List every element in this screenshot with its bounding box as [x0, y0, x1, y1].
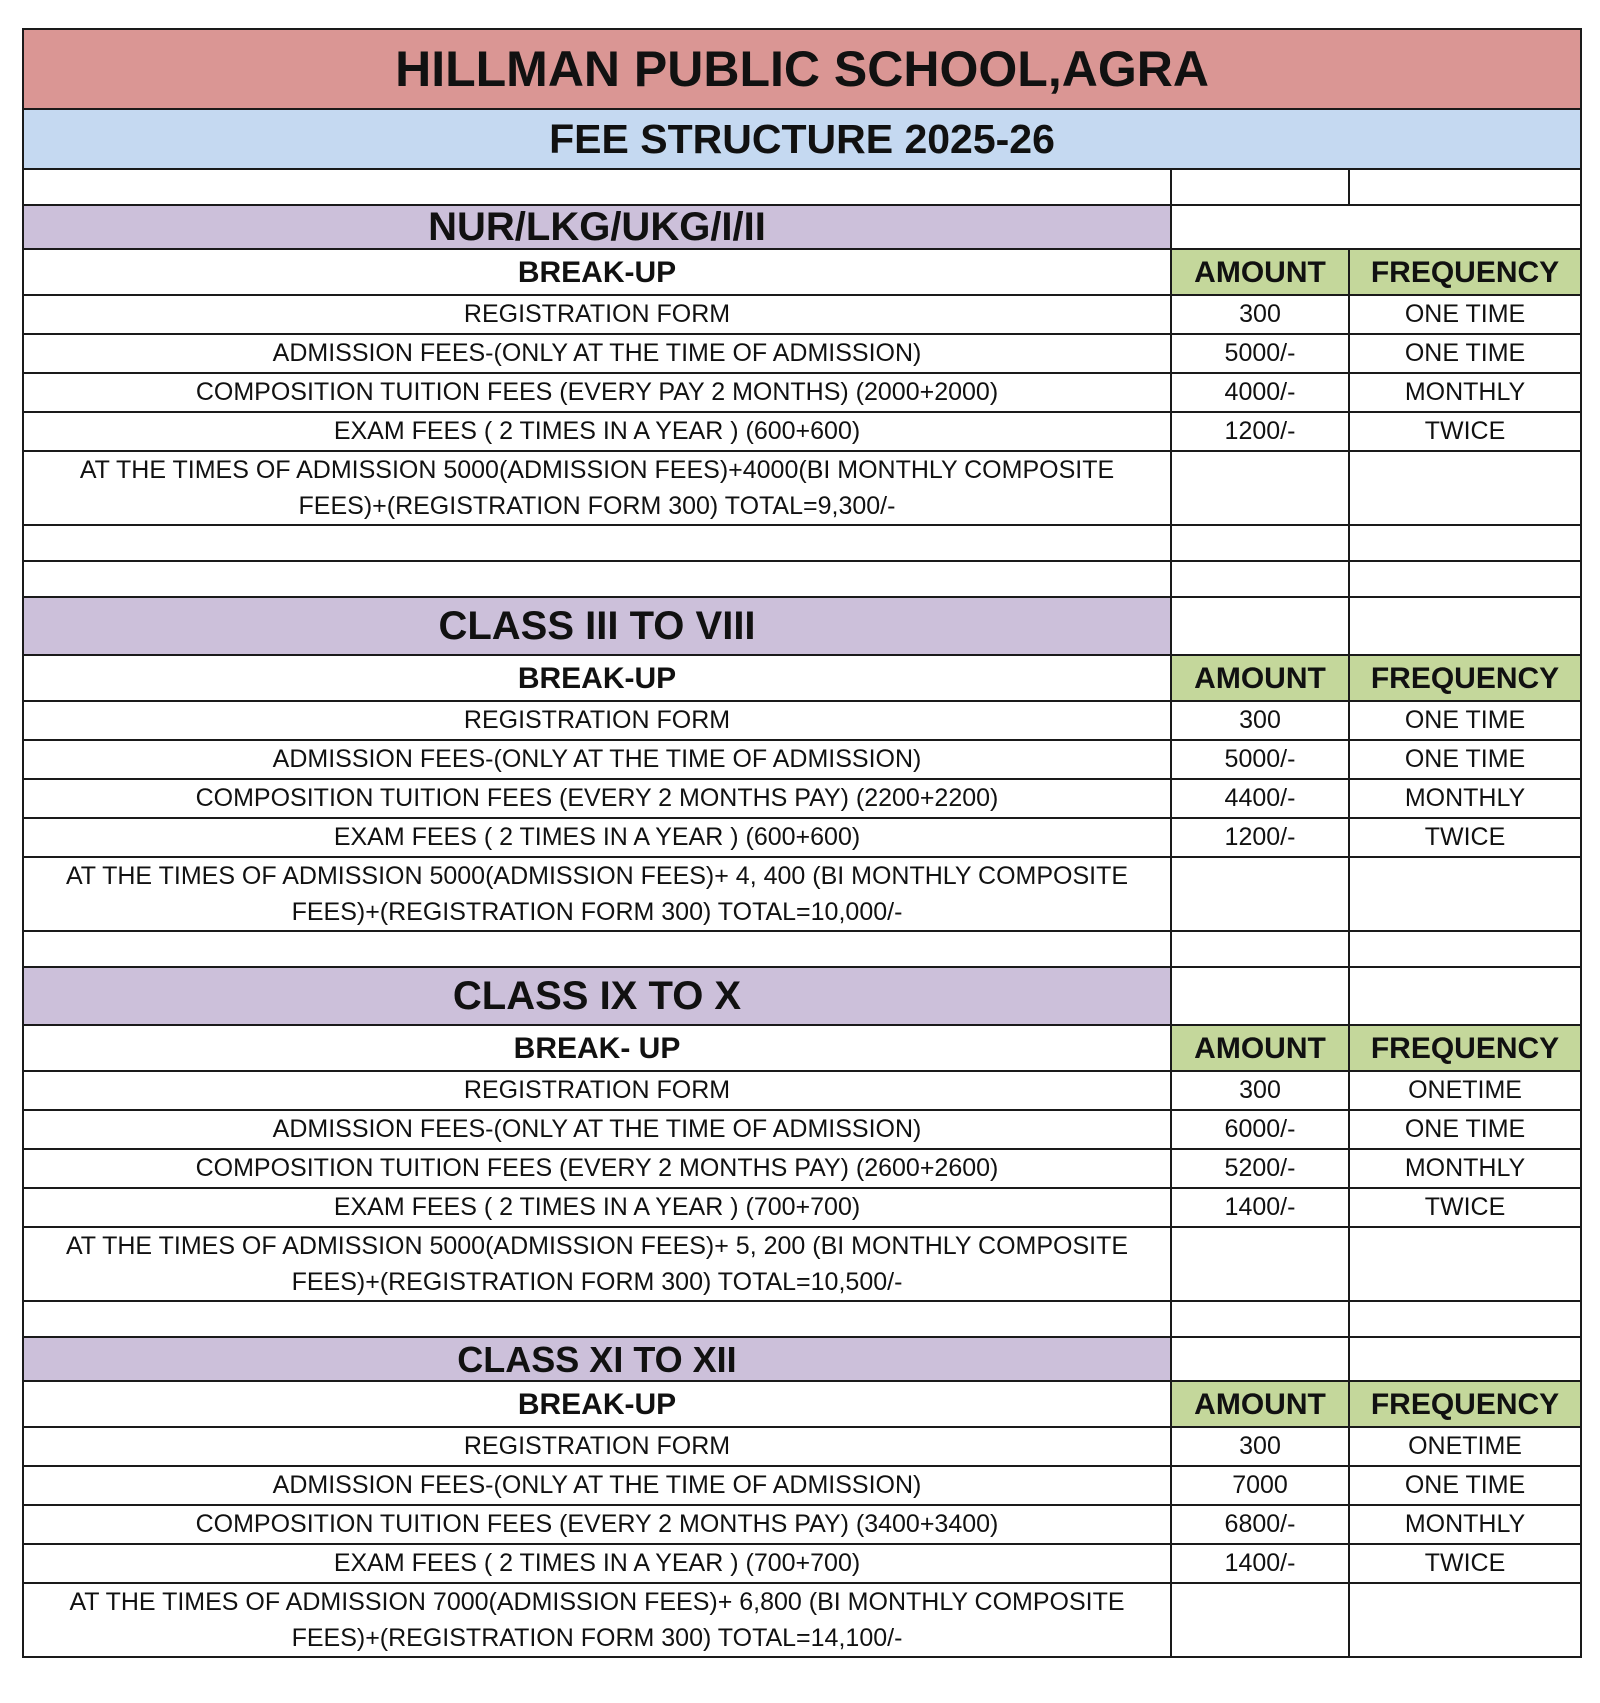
fee-description: COMPOSITION TUITION FEES (EVERY 2 MONTHS PAY) (2600+2600) [23, 1149, 1171, 1188]
fee-frequency: MONTHLY [1349, 1505, 1581, 1544]
fee-description: REGISTRATION FORM [23, 701, 1171, 740]
fee-amount: 1200/- [1171, 818, 1349, 857]
fee-frequency: ONETIME [1349, 1427, 1581, 1466]
fee-amount: 1200/- [1171, 412, 1349, 451]
fee-table [22, 28, 1582, 1658]
blank-row [23, 931, 1581, 967]
fee-frequency: ONE TIME [1349, 740, 1581, 779]
fee-row [23, 1427, 1581, 1466]
fee-description: COMPOSITION TUITION FEES (EVERY 2 MONTHS PAY) (3400+3400) [23, 1505, 1171, 1544]
fee-description: EXAM FEES ( 2 TIMES IN A YEAR ) (700+700) [23, 1544, 1171, 1583]
fee-description: EXAM FEES ( 2 TIMES IN A YEAR ) (600+600) [23, 818, 1171, 857]
frequency-header: FREQUENCY [1349, 1381, 1581, 1427]
total-note: AT THE TIMES OF ADMISSION 5000(ADMISSION FEES)+ 4, 400 (BI MONTHLY COMPOSITE FEES)+(REGISTRATION FORM 300) TOTAL=10,000/- [23, 857, 1171, 931]
fee-frequency: ONETIME [1349, 1071, 1581, 1110]
fee-structure-sheet [22, 28, 1580, 1658]
section-label-row [23, 967, 1581, 1025]
breakup-header: BREAK-UP [23, 249, 1171, 295]
fee-amount: 4000/- [1171, 373, 1349, 412]
fee-amount: 4400/- [1171, 779, 1349, 818]
total-note-row [23, 451, 1581, 525]
total-note: AT THE TIMES OF ADMISSION 7000(ADMISSION FEES)+ 6,800 (BI MONTHLY COMPOSITE FEES)+(REGISTRATION FORM 300) TOTAL=14,100/- [23, 1583, 1171, 1657]
fee-row [23, 334, 1581, 373]
fee-amount: 300 [1171, 295, 1349, 334]
total-note-row [23, 1583, 1581, 1657]
breakup-header: BREAK- UP [23, 1025, 1171, 1071]
fee-frequency: ONE TIME [1349, 1110, 1581, 1149]
fee-amount: 1400/- [1171, 1544, 1349, 1583]
fee-frequency: MONTHLY [1349, 373, 1581, 412]
fee-row [23, 373, 1581, 412]
section-header-row [23, 655, 1581, 701]
amount-header: AMOUNT [1171, 1025, 1349, 1071]
breakup-header: BREAK-UP [23, 1381, 1171, 1427]
fee-amount: 300 [1171, 1427, 1349, 1466]
fee-amount: 300 [1171, 701, 1349, 740]
fee-description: ADMISSION FEES-(ONLY AT THE TIME OF ADMISSION) [23, 1466, 1171, 1505]
fee-description: REGISTRATION FORM [23, 1427, 1171, 1466]
fee-description: ADMISSION FEES-(ONLY AT THE TIME OF ADMISSION) [23, 740, 1171, 779]
fee-frequency: TWICE [1349, 1544, 1581, 1583]
fee-row [23, 740, 1581, 779]
fee-row [23, 1149, 1581, 1188]
fee-amount: 6800/- [1171, 1505, 1349, 1544]
blank-row [23, 525, 1581, 561]
frequency-header: FREQUENCY [1349, 249, 1581, 295]
section-label: CLASS XI TO XII [23, 1337, 1171, 1381]
fee-description: ADMISSION FEES-(ONLY AT THE TIME OF ADMISSION) [23, 334, 1171, 373]
fee-amount: 1400/- [1171, 1188, 1349, 1227]
fee-row [23, 1071, 1581, 1110]
total-note: AT THE TIMES OF ADMISSION 5000(ADMISSION FEES)+ 5, 200 (BI MONTHLY COMPOSITE FEES)+(REGISTRATION FORM 300) TOTAL=10,500/- [23, 1227, 1171, 1301]
fee-title: FEE STRUCTURE 2025-26 [23, 109, 1581, 169]
fee-amount: 5200/- [1171, 1149, 1349, 1188]
fee-row [23, 1110, 1581, 1149]
total-note-row [23, 1227, 1581, 1301]
fee-frequency: ONE TIME [1349, 295, 1581, 334]
fee-amount: 7000 [1171, 1466, 1349, 1505]
fee-frequency: TWICE [1349, 818, 1581, 857]
section-label-row [23, 1337, 1581, 1381]
fee-frequency: ONE TIME [1349, 334, 1581, 373]
fee-row [23, 1466, 1581, 1505]
subtitle-row [23, 109, 1581, 169]
fee-description: REGISTRATION FORM [23, 295, 1171, 334]
total-note: AT THE TIMES OF ADMISSION 5000(ADMISSION FEES)+4000(BI MONTHLY COMPOSITE FEES)+(REGISTRATION FORM 300) TOTAL=9,300/- [23, 451, 1171, 525]
fee-amount: 6000/- [1171, 1110, 1349, 1149]
breakup-header: BREAK-UP [23, 655, 1171, 701]
blank-row [23, 169, 1581, 205]
fee-amount: 5000/- [1171, 334, 1349, 373]
section-label-row [23, 205, 1581, 249]
section-label: CLASS III TO VIII [23, 597, 1171, 655]
total-note-row [23, 857, 1581, 931]
frequency-header: FREQUENCY [1349, 655, 1581, 701]
fee-row [23, 412, 1581, 451]
fee-frequency: MONTHLY [1349, 779, 1581, 818]
fee-description: COMPOSITION TUITION FEES (EVERY 2 MONTHS PAY) (2200+2200) [23, 779, 1171, 818]
section-header-row [23, 1025, 1581, 1071]
fee-description: EXAM FEES ( 2 TIMES IN A YEAR ) (600+600) [23, 412, 1171, 451]
fee-row [23, 1544, 1581, 1583]
blank-row [23, 561, 1581, 597]
school-name: HILLMAN PUBLIC SCHOOL,AGRA [23, 29, 1581, 109]
amount-header: AMOUNT [1171, 1381, 1349, 1427]
amount-header: AMOUNT [1171, 249, 1349, 295]
fee-frequency: TWICE [1349, 412, 1581, 451]
blank-row [23, 1301, 1581, 1337]
fee-row [23, 818, 1581, 857]
fee-description: REGISTRATION FORM [23, 1071, 1171, 1110]
fee-row [23, 701, 1581, 740]
fee-frequency: ONE TIME [1349, 701, 1581, 740]
amount-header: AMOUNT [1171, 655, 1349, 701]
fee-row [23, 295, 1581, 334]
fee-row [23, 779, 1581, 818]
frequency-header: FREQUENCY [1349, 1025, 1581, 1071]
fee-row [23, 1505, 1581, 1544]
section-header-row [23, 1381, 1581, 1427]
fee-description: ADMISSION FEES-(ONLY AT THE TIME OF ADMISSION) [23, 1110, 1171, 1149]
fee-amount: 5000/- [1171, 740, 1349, 779]
fee-description: EXAM FEES ( 2 TIMES IN A YEAR ) (700+700) [23, 1188, 1171, 1227]
fee-frequency: MONTHLY [1349, 1149, 1581, 1188]
section-label: CLASS IX TO X [23, 967, 1171, 1025]
section-header-row [23, 249, 1581, 295]
section-label-row [23, 597, 1581, 655]
title-row [23, 29, 1581, 109]
fee-frequency: TWICE [1349, 1188, 1581, 1227]
fee-amount: 300 [1171, 1071, 1349, 1110]
fee-frequency: ONE TIME [1349, 1466, 1581, 1505]
fee-description: COMPOSITION TUITION FEES (EVERY PAY 2 MONTHS) (2000+2000) [23, 373, 1171, 412]
section-label: NUR/LKG/UKG/I/II [23, 205, 1171, 249]
fee-row [23, 1188, 1581, 1227]
